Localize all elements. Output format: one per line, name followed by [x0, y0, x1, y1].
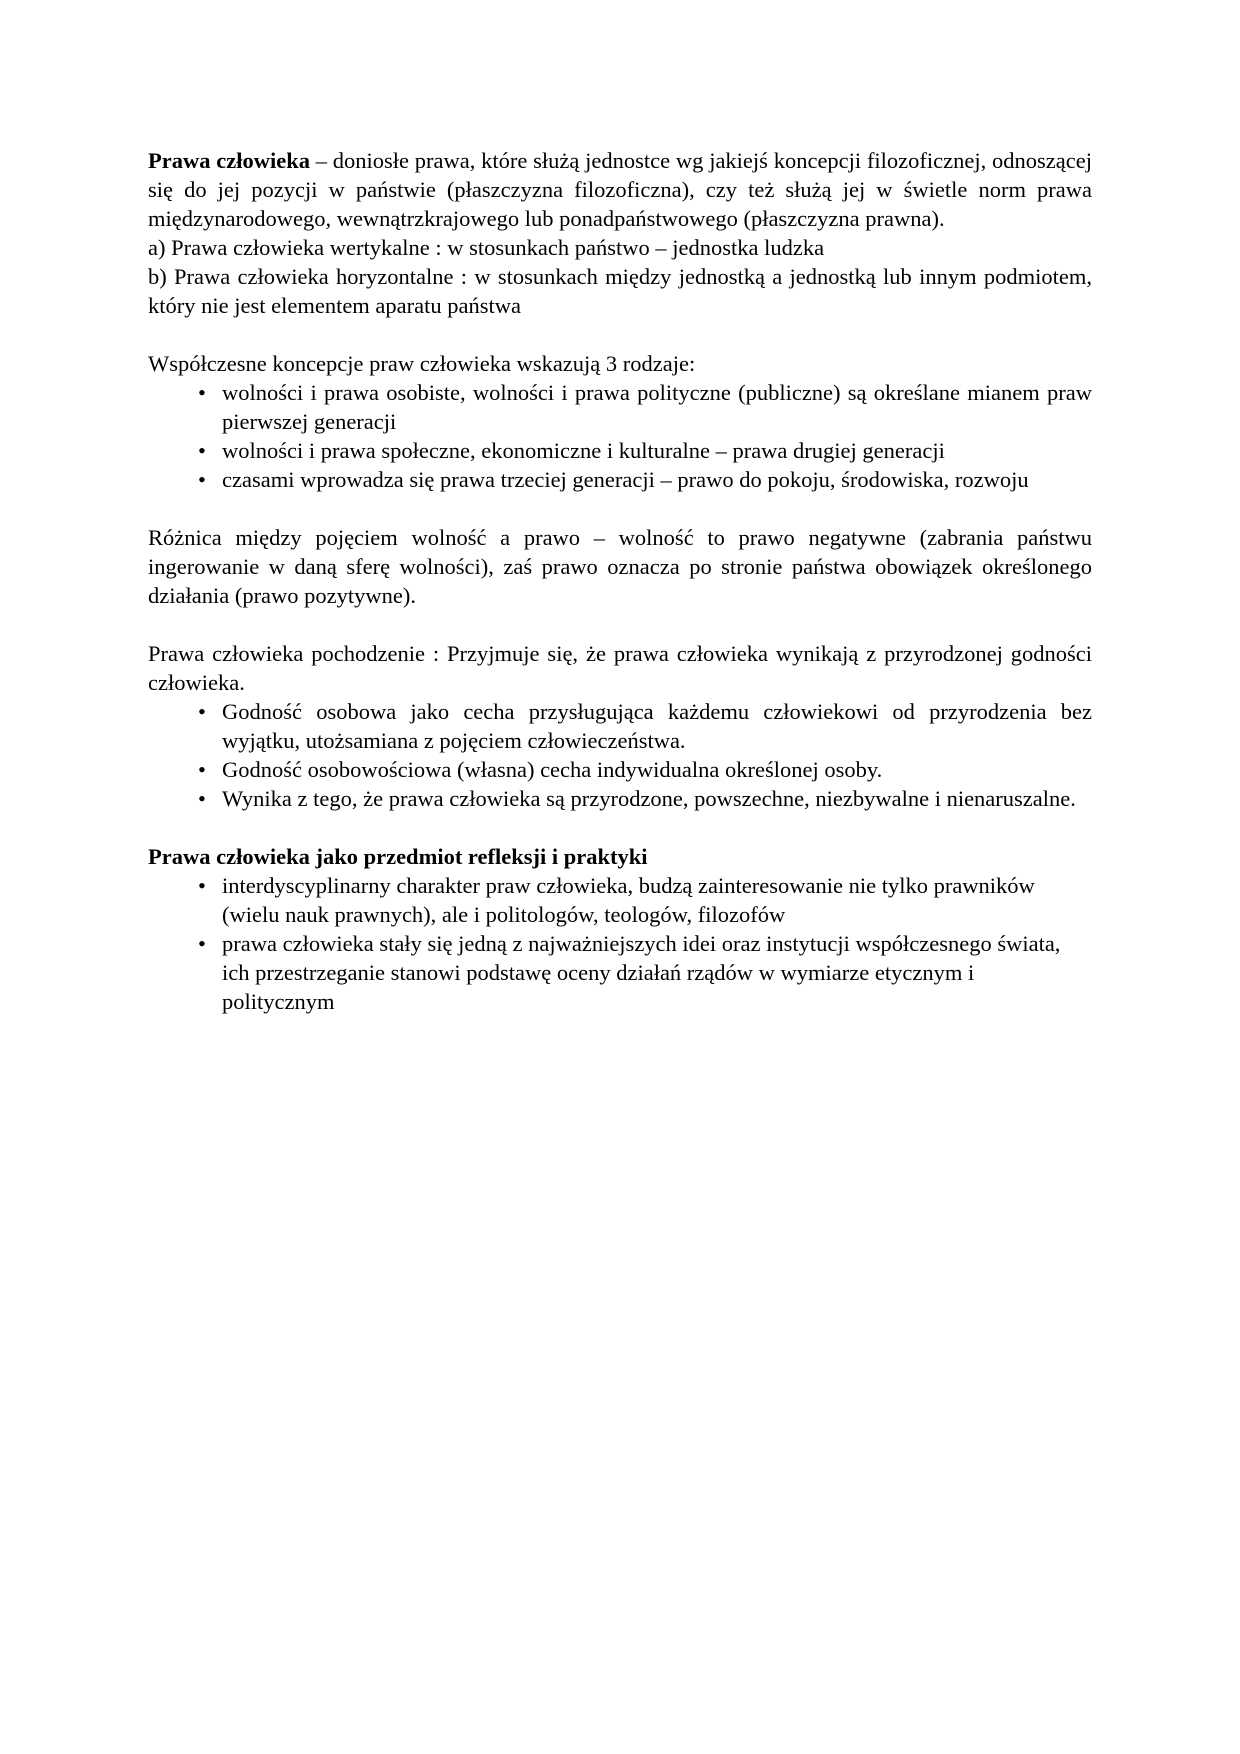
origin-lead: Prawa człowieka pochodzenie : Przyjmuje się, że prawa człowieka wynikają z przyrodzonej godności człowieka. — [148, 641, 1092, 695]
bullet-icon: • — [198, 873, 206, 898]
horizontal-rights-line: b) Prawa człowieka horyzontalne : w stosunkach między jednostką a jednostką lub innym podmiotem, który nie jest elementem aparatu państwa — [148, 264, 1092, 318]
spacer — [148, 813, 1092, 842]
list-item: • Godność osobowościowa (własna) cecha indywidualna określonej osoby. — [148, 755, 1092, 784]
spacer — [148, 494, 1092, 523]
bullet-icon: • — [198, 699, 206, 724]
list-item: • prawa człowieka stały się jedną z najważniejszych idei oraz instytucji współczesnego świata, ich przestrzeganie stanowi podstawę oceny działań rządów w wymiarze etycznym i politycznym — [148, 929, 1092, 1016]
list-item: • interdyscyplinarny charakter praw człowieka, budzą zainteresowanie nie tylko prawników (wielu nauk prawnych), ale i politologów, teologów, filozofów — [148, 871, 1092, 929]
difference-paragraph: Różnica między pojęciem wolność a prawo – wolność to prawo negatywne (zabrania państwu ingerowanie w daną sferę wolności), zaś prawo oznacza po stronie państwa obowiązek określonego działania (prawo pozytywne). — [148, 525, 1092, 608]
bullet-icon: • — [198, 786, 206, 811]
intro-paragraph — [148, 146, 1092, 233]
generations-list — [148, 378, 1092, 494]
section-heading: Prawa człowieka jako przedmiot refleksji i praktyki — [148, 844, 648, 869]
list-item: • wolności i prawa osobiste, wolności i prawa polityczne (publiczne) są określane mianem praw pierwszej generacji — [148, 378, 1092, 436]
origin-list — [148, 697, 1092, 813]
bullet-icon: • — [198, 467, 206, 492]
vertical-rights-line — [148, 233, 1092, 262]
bullet-icon: • — [198, 757, 206, 782]
bullet-icon: • — [198, 380, 206, 405]
intro-term: Prawa człowieka — [148, 148, 310, 173]
list-item: • czasami wprowadza się prawa trzeciej generacji – prawo do pokoju, środowiska, rozwoju — [148, 465, 1092, 494]
bullet-icon: • — [198, 931, 206, 956]
spacer — [148, 610, 1092, 639]
list-item: • Godność osobowa jako cecha przysługująca każdemu człowiekowi od przyrodzenia bez wyjątku, utożsamiana z pojęciem człowieczeństwa. — [148, 697, 1092, 755]
document-page — [148, 146, 1092, 1016]
generations-lead: Współczesne koncepcje praw człowieka wskazują 3 rodzaje: — [148, 351, 696, 376]
reflection-list — [148, 871, 1092, 1016]
list-item: • wolności i prawa społeczne, ekonomiczne i kulturalne – prawa drugiej generacji — [148, 436, 1092, 465]
vertical-rights-highlight: jednostka ludzka — [672, 235, 825, 260]
bullet-icon: • — [198, 438, 206, 463]
vertical-rights-text: a) Prawa człowieka wertykalne : w stosunkach państwo – — [148, 235, 673, 260]
intro-definition: – doniosłe prawa, które służą jednostce wg jakiejś koncepcji filozoficznej, odnoszącej się do jej pozycji w państwie (płaszczyzna filozoficzna), czy też służą jej w świetle norm prawa międzynarodowego, wewnątrzkrajowego lub ponadpaństwowego (płaszczyzna prawna). — [148, 148, 1092, 231]
list-item: • Wynika z tego, że prawa człowieka są przyrodzone, powszechne, niezbywalne i nienaruszalne. — [148, 784, 1092, 813]
spacer — [148, 320, 1092, 349]
